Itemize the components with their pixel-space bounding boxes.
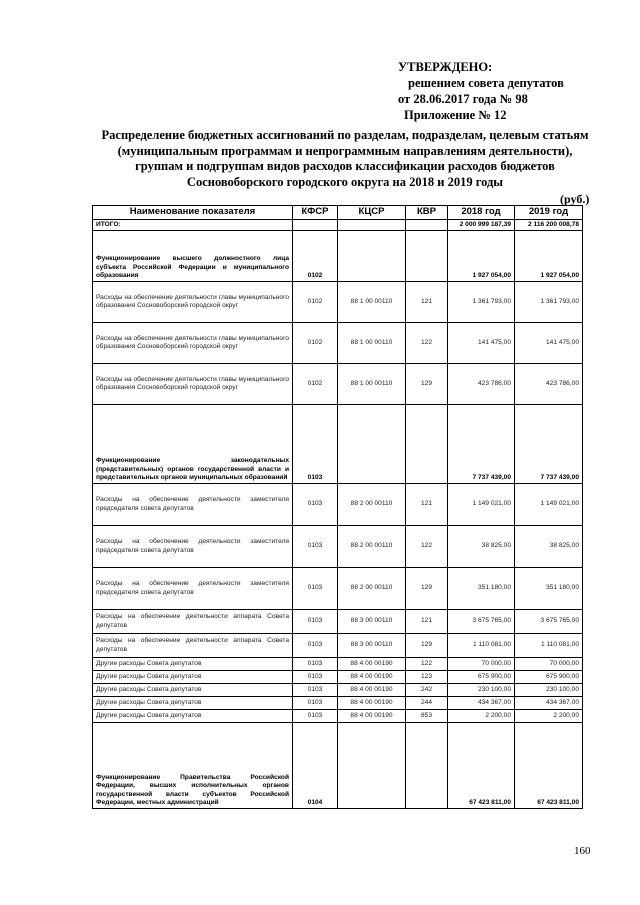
row-2018: 351 180,00 [448,568,515,610]
row-kcsr [338,405,406,484]
row-2019: 3 675 765,00 [515,610,583,634]
approval-block [398,59,628,123]
header-kfsr: КФСР [293,206,338,220]
table-row [93,671,583,684]
row-2018: 434 367,00 [448,697,515,710]
table-row [93,610,583,634]
budget-table [92,205,583,809]
row-name: Функционирование законодательных (представительных) органов государственной власти и представительных органов муниципальных образований [93,405,293,484]
row-2019: 1 110 081,00 [515,634,583,658]
row-name: Другие расходы Совета депутатов [93,710,293,723]
row-kvr [406,231,448,282]
row-kvr [406,723,448,809]
appendix-number: Приложение № 12 [404,108,507,122]
row-kvr: 129 [406,364,448,405]
header-2019: 2019 год [515,206,583,220]
row-kfsr: 0103 [293,684,338,697]
approval-date: от 28.06.2017 года № 98 [398,92,528,106]
row-2018: 2 200,00 [448,710,515,723]
row-name: Другие расходы Совета депутатов [93,697,293,710]
section-row [93,723,583,809]
row-name: Расходы на обеспечение деятельности заместителя председателя совета депутатов [93,526,293,568]
row-kfsr: 0103 [293,697,338,710]
row-name: Расходы на обеспечение деятельности аппарата Совета депутатов [93,610,293,634]
table-row [93,710,583,723]
row-2019: 67 423 811,00 [515,723,583,809]
table-header-row [93,206,583,220]
row-2018: 3 675 765,00 [448,610,515,634]
row-2018: 1 149 021,00 [448,484,515,526]
row-kfsr: 0102 [293,231,338,282]
row-kcsr: 88 4 00 00190 [338,697,406,710]
approval-decision: решением совета депутатов [408,76,564,90]
row-kfsr: 0102 [293,364,338,405]
header-kvr: КВР [406,206,448,220]
row-kvr: 123 [406,671,448,684]
row-kcsr: 88 1 00 00110 [338,282,406,323]
row-kvr: 242 [406,684,448,697]
row-kcsr [338,723,406,809]
row-kvr: 129 [406,634,448,658]
row-2018: 7 737 439,00 [448,405,515,484]
row-name: Расходы на обеспечение деятельности главы муниципального образования Сосновоборский городской округ [93,364,293,405]
row-kcsr: 88 2 00 00110 [338,484,406,526]
row-kvr: 122 [406,658,448,671]
table-row [93,568,583,610]
row-name: Другие расходы Совета депутатов [93,658,293,671]
row-2018: 1 361 793,00 [448,282,515,323]
page-number: 160 [574,845,591,857]
table-row [93,484,583,526]
row-kvr: 121 [406,282,448,323]
row-kcsr: 88 3 00 00110 [338,634,406,658]
row-kcsr: 88 4 00 00190 [338,684,406,697]
row-2019: 7 737 439,00 [515,405,583,484]
row-kfsr: 0103 [293,671,338,684]
row-name: Расходы на обеспечение деятельности аппарата Совета депутатов [93,634,293,658]
row-kfsr: 0103 [293,710,338,723]
currency-unit: (руб.) [560,192,590,206]
header-name: Наименование показателя [93,206,293,220]
row-kcsr: 88 1 00 00110 [338,364,406,405]
row-kfsr: 0102 [293,323,338,364]
row-kvr: 121 [406,484,448,526]
row-2019: 2 200,00 [515,710,583,723]
approval-heading: УТВЕРЖДЕНО: [398,60,493,74]
row-2019: 1 149 021,00 [515,484,583,526]
row-2018: 141 475,00 [448,323,515,364]
row-2019: 1 927 054,00 [515,231,583,282]
row-2019: 1 361 793,00 [515,282,583,323]
row-2019: 38 825,00 [515,526,583,568]
row-kcsr: 88 2 00 00110 [338,568,406,610]
row-kfsr: 0103 [293,568,338,610]
row-2019: 434 367,00 [515,697,583,710]
document-title: Распределение бюджетных ассигнований по разделам, подразделам, целевым статьям (муниципальным программам и непрограммным направлениям деятельности), группам и подгруппам видов расходов классификации расходов бюджетов Сосновоборского городского округа на 2018 и 2019 годы [101,128,589,189]
row-2018: 423 786,00 [448,364,515,405]
row-kfsr: 0103 [293,658,338,671]
row-2019: 423 786,00 [515,364,583,405]
row-kcsr [338,231,406,282]
row-name: Функционирование Правительства Российской Федерации, высших исполнительных органов государственной власти субъектов Российской Федерации, местных администраций [93,723,293,809]
header-kcsr: КЦСР [338,206,406,220]
table-row [93,364,583,405]
row-kfsr: 0103 [293,634,338,658]
table-row [93,684,583,697]
header-2018: 2018 год [448,206,515,220]
row-kfsr: 0103 [293,610,338,634]
row-2019: 141 475,00 [515,323,583,364]
row-kvr [406,405,448,484]
row-name: Расходы на обеспечение деятельности заместителя председателя совета депутатов [93,568,293,610]
total-row [93,220,583,231]
row-kvr: 121 [406,610,448,634]
row-name: Другие расходы Совета депутатов [93,671,293,684]
row-2019: 230 100,00 [515,684,583,697]
row-2018: 67 423 811,00 [448,723,515,809]
row-kvr: 244 [406,697,448,710]
row-kvr: 122 [406,526,448,568]
row-kfsr: 0102 [293,282,338,323]
row-kfsr: 0103 [293,484,338,526]
row-2019: 70 000,00 [515,658,583,671]
row-2018: 70 000,00 [448,658,515,671]
section-row [93,405,583,484]
row-2019: 675 900,00 [515,671,583,684]
table-row [93,697,583,710]
row-2018: 38 825,00 [448,526,515,568]
table-row [93,282,583,323]
total-label: ИТОГО: [93,220,293,231]
row-kcsr: 88 4 00 00190 [338,658,406,671]
table-row [93,634,583,658]
total-2019: 2 116 200 008,78 [515,220,583,231]
row-kfsr: 0103 [293,405,338,484]
table-row [93,526,583,568]
row-name: Расходы на обеспечение деятельности заместителя председателя совета депутатов [93,484,293,526]
row-kcsr: 88 1 00 00110 [338,323,406,364]
row-2018: 1 927 054,00 [448,231,515,282]
section-row [93,231,583,282]
row-kvr: 129 [406,568,448,610]
row-2018: 230 100,00 [448,684,515,697]
row-2018: 1 110 081,00 [448,634,515,658]
row-name: Расходы на обеспечение деятельности главы муниципального образования Сосновоборский городской округ [93,323,293,364]
row-kvr: 853 [406,710,448,723]
table-row [93,323,583,364]
row-name: Другие расходы Совета депутатов [93,684,293,697]
row-kcsr: 88 4 00 00190 [338,671,406,684]
row-kcsr: 88 2 00 00110 [338,526,406,568]
row-name: Функционирование высшего должностного лица субъекта Российской Федерации и муниципального образования [93,231,293,282]
row-2018: 675 900,00 [448,671,515,684]
total-2018: 2 000 999 187,39 [448,220,515,231]
row-kcsr: 88 4 00 00190 [338,710,406,723]
row-name: Расходы на обеспечение деятельности главы муниципального образования Сосновоборский городской округ [93,282,293,323]
row-kcsr: 88 3 00 00110 [338,610,406,634]
row-kfsr: 0103 [293,526,338,568]
row-kvr: 122 [406,323,448,364]
row-kfsr: 0104 [293,723,338,809]
table-row [93,658,583,671]
row-2019: 351 180,00 [515,568,583,610]
